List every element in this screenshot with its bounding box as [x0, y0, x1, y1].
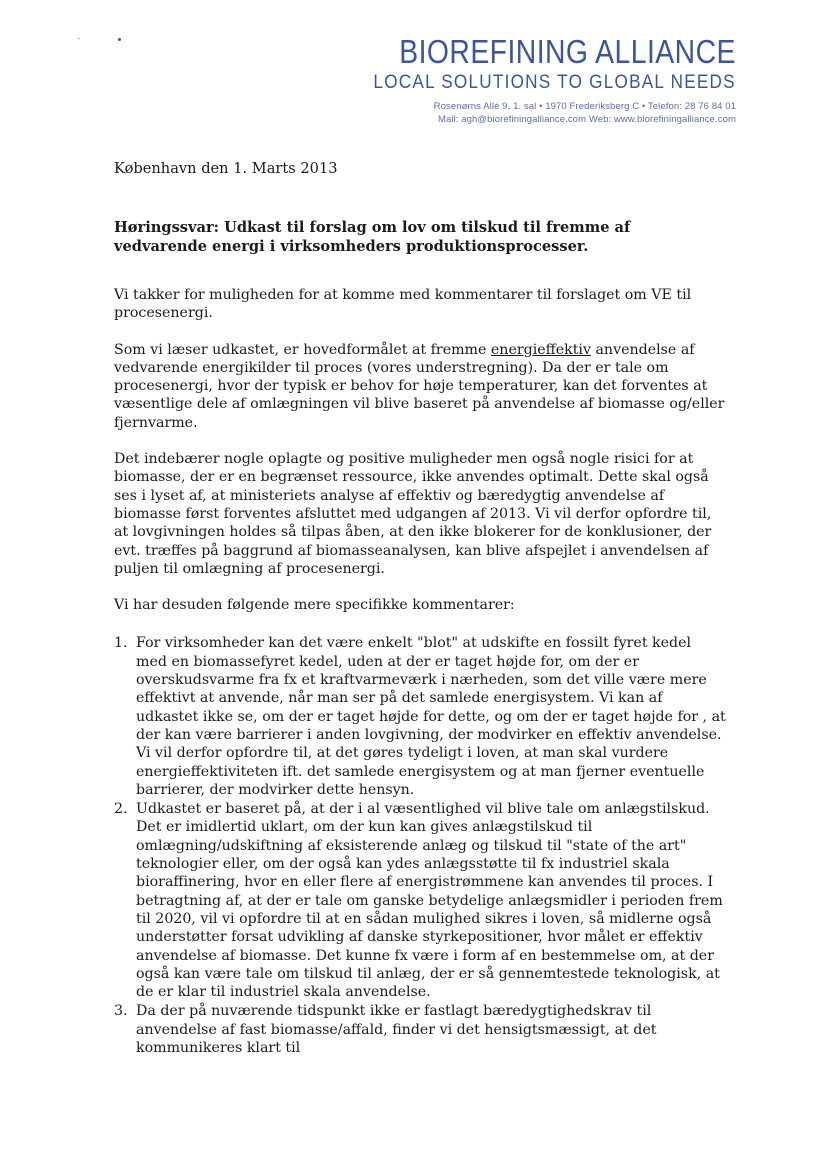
- letter-subject: Høringssvar: Udkast til forslag om lov om tilskud til fremme af vedvarende energi i virksomheders produktionsprocesser.: [114, 219, 631, 255]
- paragraph-purpose-end: anvendelse af vedvarende energikilder til proces (vores understregning). Da der er tale om procesenergi, hvor der typisk er behov for høje temperaturer, kan det forventes at væsentlige dele af omlægningen vil blive baseret på anvendelse af biomasse og/eller fjernvarme.: [114, 341, 725, 431]
- paragraph-thanks: Vi takker for muligheden for at komme med kommentarer til forslaget om VE til procesenergi.: [114, 287, 692, 322]
- letter-body: [114, 286, 726, 1058]
- letter-date: København den 1. Marts 2013: [114, 160, 338, 177]
- list-item-text: For virksomheder kan det være enkelt "blot" at udskifte en fossilt fyret kedel med en biomassefyret kedel, uden at der er taget højde for, om der er overskudsvarme fra fx et kraftvarmeværk i nærheden, som det ville være mere effektivt at anvende, når man ser på det samlede energisystem. Vi kan af udkastet ikke se, om der er taget højde for dette, og om der er taget højde for , at der kan være barrierer i anden lovgivning, der modvirker en effektiv anvendelse. Vi vil derfor opfordre til, at det gøres tydeligt i loven, at man skal vurdere energieffektiviteten ift. det samlede energisystem og at man fjerner eventuelle barrierer, der modvirker dette hensyn.: [136, 635, 726, 798]
- paragraph-purpose-start: Som vi læser udkastet, er hovedformålet at fremme: [114, 341, 491, 358]
- list-item-text: Udkastet er baseret på, at der i al væsentlighed vil blive tale om anlægstilskud. Det er imidlertid uklart, om der kun kan gives anlægstilskud til omlægning/udskiftning af eksisterende anlæg og tilskud til "state of the art" teknologier eller, om der også kan ydes anlægsstøtte til fx industriel skala bioraffinering, hvor en eller flere af energistrømmene kan anvendes til proces. I betragtning af, at der er tale om ganske betydelige anlægsmidler i perioden frem til 2020, vil vi opfordre til at en sådan mulighed sikres i loven, så midlerne også understøtter forsat udvikling af danske styrkepositioner, hvor målet er effektiv anvendelse af biomasse. Det kunne fx være i form af en bestemmelse om, at der også kan være tale om tilskud til anlæg, der er så gennemtestede teknologisk, at de er klar til industriel skala anvendelse.: [136, 801, 723, 1001]
- list-item: [114, 800, 726, 1001]
- list-item-number: 3.: [114, 1003, 128, 1020]
- organization-name: BIOREFINING ALLIANCE: [399, 33, 736, 70]
- scan-speck: [118, 38, 121, 41]
- paragraph-risks: Det indebærer nogle oplagte og positive muligheder men også nogle risici for at biomasse, der er en begrænset ressource, ikke anvendes optimalt. Dette skal også ses i lyset af, at ministeriets analyse af effektiv og bæredygtig anvendelse af biomasse først forventes afsluttet med udgangen af 2013. Vi vil derfor opfordre til, at lovgivningen holdes så tilpas åben, at den ikke blokerer for de konklusioner, der evt. træffes på baggrund af biomasseanalysen, kan blive afspejlet i anvendelsen af puljen til omlægning af procesenergi.: [114, 451, 712, 577]
- organization-tagline: LOCAL SOLUTIONS TO GLOBAL NEEDS: [373, 71, 736, 93]
- underlined-term: energieffektiv: [490, 341, 591, 358]
- address-line: Rosenørns Allé 9, 1. sal • 1970 Frederiksberg C • Telefon: 28 76 84 01: [433, 101, 736, 112]
- comments-list: [114, 634, 726, 1057]
- scan-speck: [78, 38, 80, 39]
- list-item-text: Da der på nuværende tidspunkt ikke er fastlagt bæredygtighedskrav til anvendelse af fast biomasse/affald, finder vi det hensigtsmæssigt, at det kommunikeres klart til: [136, 1003, 657, 1056]
- list-item: [114, 634, 726, 799]
- paragraph-intro-comments: Vi har desuden følgende mere specifikke kommentarer:: [114, 597, 515, 614]
- list-item-number: 1.: [114, 635, 128, 652]
- letterhead: [324, 34, 736, 126]
- contact-line: Mail: agh@biorefiningalliance.com Web: www.biorefiningalliance.com: [437, 114, 736, 125]
- paragraph-purpose: [114, 341, 726, 432]
- list-item: [114, 1002, 726, 1057]
- list-item-number: 2.: [114, 801, 128, 818]
